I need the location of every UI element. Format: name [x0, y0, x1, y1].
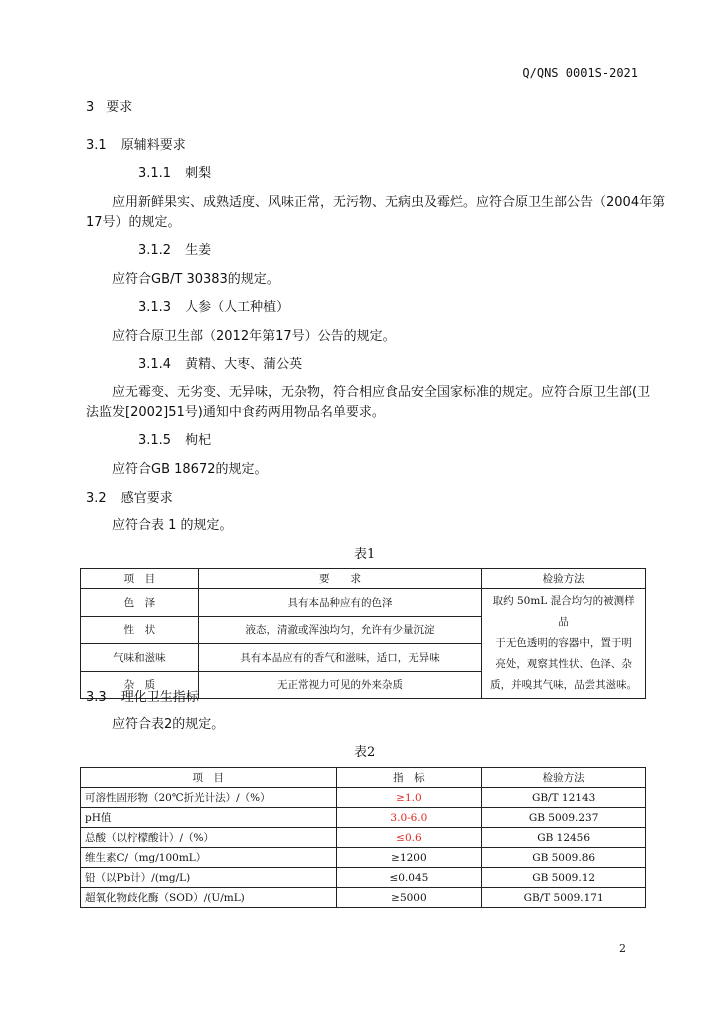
- section-title: 要求: [106, 100, 133, 115]
- table1-method: [482, 589, 646, 699]
- section-title: 生姜: [185, 243, 212, 258]
- table2-method: GB/T 12143: [482, 788, 646, 808]
- table2-value: ≥1.0: [336, 788, 482, 808]
- table1-header-row: [81, 569, 646, 589]
- section-number: 3.1.5: [138, 433, 172, 448]
- paragraph-3-3: 应符合表2的规定。: [112, 717, 225, 732]
- document-code: Q/QNS 0001S-2021: [522, 66, 638, 80]
- table2-value: ≤0.6: [336, 828, 482, 848]
- section-3-1-3-heading: [138, 296, 289, 315]
- table2-header-item: 项 目: [81, 768, 337, 788]
- section-title: 理化卫生指标: [120, 690, 199, 705]
- section-number: 3.2: [86, 491, 107, 506]
- table2-method: GB/T 5009.171: [482, 888, 646, 908]
- table2-item: 维生素C/（mg/100mL）: [81, 848, 337, 868]
- table1-item: 色 泽: [81, 589, 199, 617]
- table-row: [81, 888, 646, 908]
- table1-header-method: 检验方法: [482, 569, 646, 589]
- section-3-1-1-heading: [138, 162, 211, 181]
- section-number: 3.3: [86, 690, 107, 705]
- table1-method-line: 取约 50mL 混合均匀的被测样品: [492, 595, 635, 628]
- table1-caption: 表1: [354, 547, 376, 562]
- table2-value: 3.0-6.0: [336, 808, 482, 828]
- table2-header-row: [81, 768, 646, 788]
- table2-item: 总酸（以柠檬酸计）/（%）: [81, 828, 337, 848]
- table2-value: ≥5000: [336, 888, 482, 908]
- section-number: 3: [86, 100, 95, 115]
- paragraph-3-1-1-line2: 17号）的规定。: [86, 215, 181, 230]
- paragraph-3-1-4-line2: 法监发[2002]51号)通知中食药两用物品名单要求。: [86, 405, 385, 420]
- table1-item: 杂 质: [81, 671, 199, 699]
- table1: [80, 568, 646, 699]
- section-3-1-heading: [86, 134, 186, 153]
- section-3-2-heading: [86, 487, 173, 506]
- table2-caption: 表2: [354, 745, 376, 760]
- page-number: 2: [619, 942, 626, 955]
- table-row: [81, 589, 646, 617]
- table2-header-value: 指 标: [336, 768, 482, 788]
- table1-method-line: 于无色透明的容器中，置于明: [495, 637, 632, 649]
- table2: [80, 767, 646, 908]
- section-number: 3.1: [86, 138, 107, 153]
- paragraph-3-1-4-line1: 应无霉变、无劣变、无异味，无杂物，符合相应食品安全国家标准的规定。应符合原卫生部(卫: [112, 385, 651, 400]
- paragraph-3-2: 应符合表 1 的规定。: [112, 518, 233, 533]
- section-3-1-4-heading: [138, 353, 302, 372]
- section-3-heading: [86, 96, 132, 115]
- section-title: 黄精、大枣、蒲公英: [185, 357, 303, 372]
- table-row: [81, 848, 646, 868]
- table1-requirement: 无正常视力可见的外来杂质: [198, 671, 481, 699]
- section-3-1-2-heading: [138, 239, 211, 258]
- section-3-1-5-heading: [138, 429, 211, 448]
- section-number: 3.1.4: [138, 357, 172, 372]
- table-row: [81, 808, 646, 828]
- table-row: [81, 868, 646, 888]
- table2-value: ≤0.045: [336, 868, 482, 888]
- section-title: 人参（人工种植）: [185, 300, 290, 315]
- section-title: 刺梨: [185, 166, 212, 181]
- section-title: 枸杞: [185, 433, 212, 448]
- table1-requirement: 液态，清澈或浑浊均匀，允许有少量沉淀: [198, 616, 481, 644]
- table1-item: 气味和滋味: [81, 644, 199, 672]
- paragraph-3-1-5: 应符合GB 18672的规定。: [112, 462, 268, 477]
- table2-item: pH值: [81, 808, 337, 828]
- table2-method: GB 5009.86: [482, 848, 646, 868]
- table1-method-line: 亮处，观察其性状、色泽、杂: [495, 658, 632, 670]
- table2-method: GB 12456: [482, 828, 646, 848]
- table2-item: 铅（以Pb计）/(mg/L): [81, 868, 337, 888]
- table2-item: 可溶性固形物（20℃折光计法）/（%）: [81, 788, 337, 808]
- table1-header-item: 项 目: [81, 569, 199, 589]
- table1-item: 性 状: [81, 616, 199, 644]
- section-title: 感官要求: [120, 491, 173, 506]
- table-row: [81, 828, 646, 848]
- section-title: 原辅料要求: [120, 138, 186, 153]
- table2-method: GB 5009.237: [482, 808, 646, 828]
- section-number: 3.1.2: [138, 243, 172, 258]
- table2-header-method: 检验方法: [482, 768, 646, 788]
- table1-method-line: 质，并嗅其气味，品尝其滋味。: [490, 679, 638, 691]
- paragraph-3-1-3: 应符合原卫生部（2012年第17号）公告的规定。: [112, 329, 396, 344]
- table2-item: 超氧化物歧化酶（SOD）/(U/mL): [81, 888, 337, 908]
- section-3-3-heading: [86, 686, 199, 705]
- section-number: 3.1.1: [138, 166, 172, 181]
- table1-requirement: 具有本品应有的香气和滋味，适口，无异味: [198, 644, 481, 672]
- section-number: 3.1.3: [138, 300, 172, 315]
- table1-requirement: 具有本品种应有的色泽: [198, 589, 481, 617]
- table2-value: ≥1200: [336, 848, 482, 868]
- paragraph-3-1-1-line1: 应用新鲜果实、成熟适度、风味正常，无污物、无病虫及霉烂。应符合原卫生部公告（2004年第: [112, 195, 666, 210]
- table2-method: GB 5009.12: [482, 868, 646, 888]
- table1-header-requirement: 要 求: [198, 569, 481, 589]
- paragraph-3-1-2: 应符合GB/T 30383的规定。: [112, 272, 280, 287]
- table-row: [81, 788, 646, 808]
